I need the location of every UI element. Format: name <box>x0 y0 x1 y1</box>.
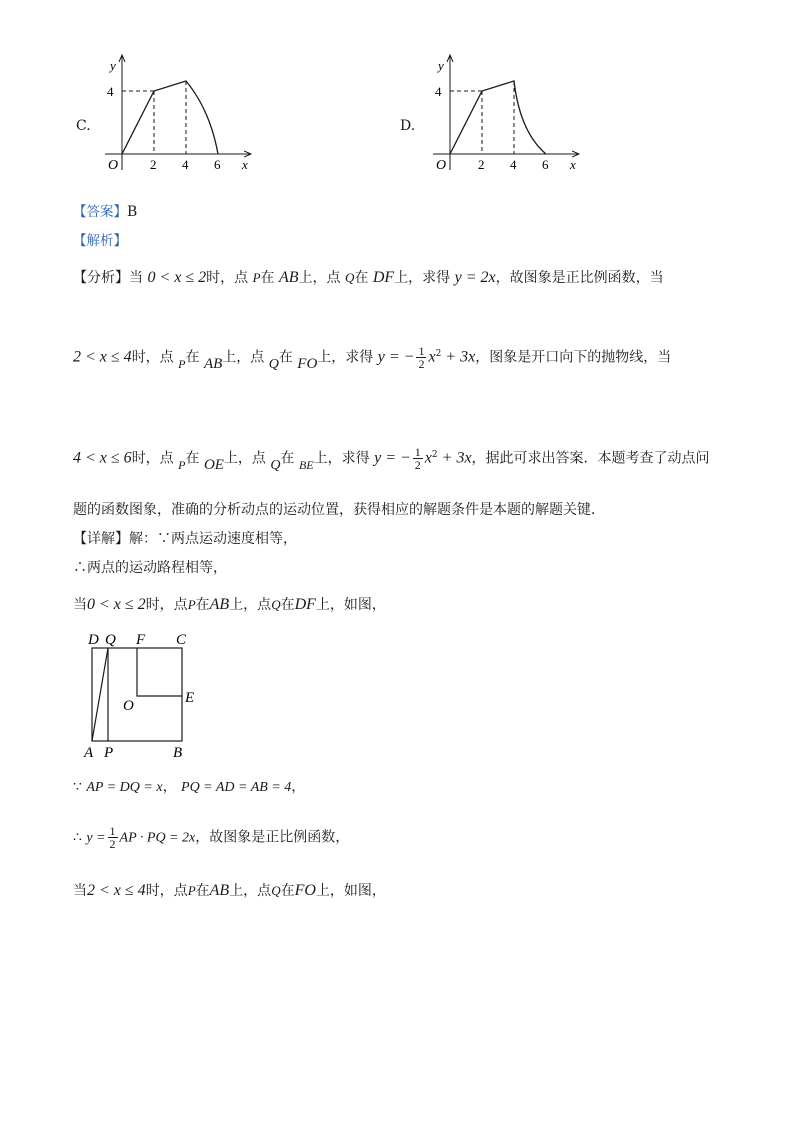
point-o: O <box>123 698 134 714</box>
tick-x-6: 6 <box>214 157 221 172</box>
text: 上，点 <box>229 883 272 899</box>
text: 时，点 <box>131 349 174 366</box>
detail-line-last <box>73 880 386 900</box>
text: 在 <box>195 883 210 899</box>
math-x: x <box>424 449 432 467</box>
x-axis-label: x <box>242 157 248 172</box>
math-eq2: PQ = AD = AB = 4 <box>181 780 292 795</box>
origin-label: O <box>436 158 447 173</box>
math-seg-df: DF <box>294 596 316 613</box>
curve-d <box>450 81 546 154</box>
answer-tag: 【答案】 <box>73 204 127 220</box>
math-sup: 2 <box>431 449 438 460</box>
answer-value: B <box>127 204 138 220</box>
x-axis-label: x <box>570 157 576 172</box>
frac-num: 1 <box>418 344 425 358</box>
frac-num: 1 <box>414 445 421 459</box>
frac-den: 2 <box>418 357 425 371</box>
text: ，据此可求出答案．本题考查了动点问 <box>471 450 710 467</box>
math-var-p: P <box>187 597 196 612</box>
origin-label: O <box>108 158 119 173</box>
math-seg-be: BE <box>298 457 314 472</box>
math-inequality: 2 < x ≤ 4 <box>73 348 132 366</box>
math-seg-oe: OE <box>203 456 224 473</box>
math-eq-left: y = − <box>374 449 411 467</box>
text: ，故图象是正比例函数， <box>195 829 350 846</box>
math-eq1: AP = DQ = x <box>86 780 163 795</box>
math-eq-tail: + 3x <box>441 348 476 366</box>
detail-eq-1 <box>73 776 305 796</box>
detail-line-1: 【详解】解：∵两点运动速度相等， <box>73 531 297 547</box>
analysis-tag: 【解析】 <box>73 233 127 249</box>
text: 在 <box>195 597 210 613</box>
point-a: A <box>84 745 94 761</box>
graph-d <box>428 50 588 175</box>
curve-c <box>122 81 218 154</box>
text: 上，点 <box>298 270 341 286</box>
detail-line-2: ∴两点的运动路程相等， <box>73 560 227 576</box>
math-seg-fo: FO <box>297 355 318 372</box>
text: 时，点 <box>131 450 174 467</box>
analysis-line-2 <box>73 345 671 370</box>
because-symbol: ∵ <box>73 779 82 795</box>
math-seg-ab: AB <box>209 882 230 899</box>
analysis-line-3 <box>73 446 710 471</box>
point-f: F <box>136 632 146 648</box>
math-seg-df: DF <box>372 269 395 286</box>
tick-y-4: 4 <box>435 84 442 99</box>
text: 上，求得 <box>317 349 374 366</box>
analysis-line-1 <box>73 267 664 287</box>
tick-x-6: 6 <box>542 157 549 172</box>
math-eq-left: y = − <box>377 348 415 366</box>
text: 上，如图， <box>315 883 386 899</box>
tick-x-4: 4 <box>510 157 517 172</box>
frac-num: 1 <box>109 824 116 838</box>
text: ， <box>162 779 177 795</box>
math-x: x <box>428 348 436 366</box>
math-var-q: Q <box>345 270 355 285</box>
math-seg-ab: AB <box>209 596 230 613</box>
text: ，故图象是正比例函数，当 <box>495 270 664 286</box>
math-eq-right: AP · PQ = 2x <box>119 830 196 846</box>
point-e: E <box>185 690 195 706</box>
text: 上，如图， <box>315 597 386 613</box>
text: ， <box>291 779 306 795</box>
text: 时，点 <box>145 597 188 613</box>
text: 在 <box>185 450 200 467</box>
inner-path-foe <box>137 648 182 696</box>
point-q: Q <box>105 632 116 648</box>
y-axis-label: y <box>110 58 116 73</box>
y-axis-label: y <box>438 58 444 73</box>
math-inequality: 0 < x ≤ 2 <box>87 596 146 613</box>
text: 上，求得 <box>394 270 451 286</box>
math-var-p: P <box>252 270 261 285</box>
math-inequality: 4 < x ≤ 6 <box>73 449 132 467</box>
tick-x-2: 2 <box>478 157 485 172</box>
frac-den: 2 <box>414 458 421 472</box>
math-eq-left: y = <box>86 830 106 846</box>
text: 在 <box>278 349 293 366</box>
tick-x-4: 4 <box>182 157 189 172</box>
math-seg-ab: AB <box>279 269 299 286</box>
math-inequality: 0 < x ≤ 2 <box>147 269 207 286</box>
text: 当 <box>73 597 87 613</box>
frac-den: 2 <box>109 837 116 851</box>
square-figure <box>80 630 210 762</box>
segment-aq <box>92 648 108 741</box>
math-var-p: P <box>178 356 186 371</box>
point-d: D <box>88 632 99 648</box>
point-c: C <box>176 632 187 648</box>
graph-c <box>100 50 260 175</box>
text: 当 <box>73 883 87 899</box>
math-var-q: Q <box>271 883 281 898</box>
math-sup: 2 <box>435 348 442 359</box>
detail-line-3 <box>73 594 386 614</box>
text: 当 <box>129 270 143 286</box>
text: 时，点 <box>145 883 188 899</box>
point-b: B <box>173 745 183 761</box>
text: ，图象是开口向下的抛物线，当 <box>475 349 672 366</box>
tick-y-4: 4 <box>107 84 114 99</box>
text: 上，点 <box>229 597 272 613</box>
text: 在 <box>280 883 295 899</box>
math-var-q: Q <box>270 457 281 473</box>
math-fraction <box>108 825 118 850</box>
math-eq-tail: + 3x <box>437 449 472 467</box>
option-d-label: D. <box>400 118 416 134</box>
option-c-label: C. <box>76 118 91 134</box>
math-equation: y = 2x <box>454 269 496 286</box>
point-p: P <box>104 745 114 761</box>
math-var-p: P <box>187 883 196 898</box>
text: 上，点 <box>222 349 265 366</box>
text: 在 <box>185 349 200 366</box>
detail-eq-2 <box>73 825 349 850</box>
text: 在 <box>260 270 275 286</box>
therefore-symbol: ∴ <box>73 829 82 846</box>
math-seg-ab: AB <box>203 355 223 372</box>
math-var-p: P <box>178 457 186 472</box>
text: 在 <box>280 450 295 467</box>
analysis-tag-inline: 【分析】 <box>73 270 129 286</box>
math-inequality: 2 < x ≤ 4 <box>87 882 146 899</box>
text: 上，求得 <box>313 450 370 467</box>
text: 时，点 <box>206 270 249 286</box>
text: 在 <box>354 270 369 286</box>
math-seg-fo: FO <box>294 882 316 899</box>
math-var-q: Q <box>271 597 281 612</box>
math-fraction <box>416 345 426 370</box>
tick-x-2: 2 <box>150 157 157 172</box>
math-fraction <box>413 446 423 471</box>
math-var-q: Q <box>268 356 279 372</box>
text: 上，点 <box>223 450 266 467</box>
text: 在 <box>280 597 295 613</box>
analysis-line-4: 题的函数图象，准确的分析动点的运动位置，获得相应的解题条件是本题的解题关键． <box>73 502 605 518</box>
answer-line <box>73 200 137 220</box>
